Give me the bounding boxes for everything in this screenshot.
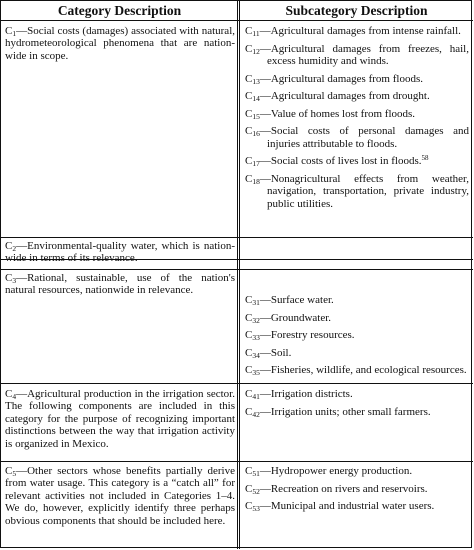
subcategory-c17 bbox=[245, 155, 469, 167]
code-subscript: 14 bbox=[252, 94, 260, 104]
category-text: —Agricultural production in the irrigation sector. The following components are included in this category for the purpose of recognizing important distinctions between the way that irrigation activity is organized in Mexico. bbox=[5, 388, 235, 450]
category-text: —Rational, sustainable, use of the nation's natural resources, nationwide in relevance. bbox=[5, 272, 235, 297]
category-code-subscript: 1 bbox=[12, 29, 17, 38]
subcategory-c51 bbox=[245, 465, 469, 477]
category-c1 bbox=[5, 25, 235, 62]
code-subscript: 35 bbox=[252, 368, 260, 378]
footnote-marker: 58 bbox=[421, 154, 429, 163]
row-divider bbox=[1, 461, 473, 462]
text: —Social costs of lives lost in floods. bbox=[259, 155, 422, 168]
row-divider bbox=[1, 20, 473, 21]
code: C bbox=[245, 72, 253, 85]
code-subscript: 16 bbox=[252, 129, 260, 139]
subcategory-list-c4 bbox=[245, 388, 469, 423]
category-text: —Environmental-quality water, which is nation-wide in terms of its relevance. bbox=[5, 240, 235, 265]
subcategory-c11 bbox=[245, 25, 469, 37]
code: C bbox=[245, 329, 253, 342]
code-subscript: 18 bbox=[252, 176, 260, 186]
code-subscript: 33 bbox=[252, 333, 260, 343]
text: —Irrigation districts. bbox=[259, 388, 353, 400]
subcategory-c42 bbox=[245, 406, 469, 418]
code: C bbox=[245, 465, 253, 477]
category-code: C bbox=[5, 240, 13, 252]
code-subscript: 32 bbox=[252, 315, 260, 325]
text: —Agricultural damages from floods. bbox=[259, 72, 423, 85]
subcategory-c18 bbox=[245, 173, 469, 210]
category-code-subscript: 4 bbox=[12, 392, 17, 401]
category-c5 bbox=[5, 465, 235, 527]
text: —Irrigation units; other small farmers. bbox=[259, 405, 431, 418]
text: —Recreation on rivers and reservoirs. bbox=[259, 482, 428, 495]
subcategory-c13 bbox=[245, 73, 469, 85]
text: —Forestry resources. bbox=[259, 329, 355, 342]
code-subscript: 31 bbox=[252, 298, 260, 307]
code-subscript: 52 bbox=[252, 486, 260, 496]
code: C bbox=[245, 311, 253, 324]
code: C bbox=[245, 388, 253, 400]
subcategory-c14 bbox=[245, 90, 469, 102]
code-subscript: 12 bbox=[252, 46, 260, 56]
code-subscript: 51 bbox=[252, 469, 260, 478]
text: —Agricultural damages from drought. bbox=[259, 90, 430, 103]
category-text: —Other sectors whose benefits partially derive from water usage. This category is a “catch all” for relevant activities not included in Categories 1–4. We do, however, explicitly identify three perhaps obvious components that should be included here. bbox=[5, 465, 235, 527]
code: C bbox=[245, 294, 253, 306]
header-category: Category Description bbox=[57, 3, 182, 18]
code-subscript: 53 bbox=[252, 504, 260, 514]
code-subscript: 11 bbox=[252, 29, 260, 38]
code: C bbox=[245, 42, 253, 55]
category-c3 bbox=[5, 272, 235, 297]
category-code: C bbox=[5, 272, 13, 284]
subcategory-list-c1 bbox=[245, 25, 469, 215]
text: —Agricultural damages from intense rainfall. bbox=[259, 25, 461, 37]
text: —Agricultural damages from freezes, hail, excess humidity and winds. bbox=[259, 42, 469, 67]
category-code-subscript: 3 bbox=[12, 276, 17, 285]
row-divider bbox=[1, 269, 473, 270]
category-c2 bbox=[5, 240, 235, 265]
category-text: —Social costs (damages) associated with natural, hydrometeorological phenomena that are nation-wide in scope. bbox=[5, 25, 235, 62]
category-code-subscript: 5 bbox=[12, 469, 17, 478]
code: C bbox=[245, 107, 253, 120]
code: C bbox=[245, 346, 253, 359]
subcategory-c12 bbox=[245, 43, 469, 68]
code-subscript: 42 bbox=[252, 409, 260, 419]
code-subscript: 17 bbox=[252, 159, 260, 169]
column-divider-left bbox=[237, 1, 238, 549]
text: —Nonagricultural effects from weather, navigation, transportation, private industry, public utilities. bbox=[259, 172, 469, 210]
category-code-subscript: 2 bbox=[12, 244, 17, 253]
code-subscript: 13 bbox=[252, 76, 260, 86]
text: —Social costs of personal damages and injuries attributable to floods. bbox=[259, 125, 469, 150]
code-subscript: 15 bbox=[252, 111, 260, 121]
row-divider bbox=[1, 237, 473, 238]
subcategory-c15 bbox=[245, 108, 469, 120]
subcategory-c34 bbox=[245, 347, 469, 359]
text: —Surface water. bbox=[259, 294, 334, 306]
text: —Municipal and industrial water users. bbox=[259, 500, 435, 513]
subcategory-c35 bbox=[245, 364, 469, 376]
subcategory-c52 bbox=[245, 483, 469, 495]
header-subcategory: Subcategory Description bbox=[285, 3, 428, 18]
code-subscript: 41 bbox=[252, 392, 260, 401]
code: C bbox=[245, 155, 253, 168]
code: C bbox=[245, 364, 253, 377]
text: —Fisheries, wildlife, and ecological resources. bbox=[259, 364, 467, 377]
text: —Groundwater. bbox=[259, 311, 332, 324]
text: —Soil. bbox=[259, 346, 292, 359]
code: C bbox=[245, 405, 253, 418]
subcategory-c32 bbox=[245, 312, 469, 324]
category-c4 bbox=[5, 388, 235, 450]
subcategory-list-c5 bbox=[245, 465, 469, 518]
code-subscript: 34 bbox=[252, 350, 260, 360]
code: C bbox=[245, 482, 253, 495]
category-code: C bbox=[5, 25, 13, 37]
subcategory-c41 bbox=[245, 388, 469, 400]
category-code: C bbox=[5, 388, 13, 400]
text: —Hydropower energy production. bbox=[259, 465, 413, 477]
column-divider-right bbox=[239, 1, 240, 549]
subcategory-list-c3 bbox=[245, 294, 469, 382]
code: C bbox=[245, 125, 253, 138]
subcategory-c16 bbox=[245, 125, 469, 150]
text: —Value of homes lost from floods. bbox=[259, 107, 416, 120]
code: C bbox=[245, 90, 253, 103]
code: C bbox=[245, 172, 253, 185]
code: C bbox=[245, 500, 253, 513]
subcategory-c33 bbox=[245, 329, 469, 341]
code: C bbox=[245, 25, 253, 37]
category-code: C bbox=[5, 465, 13, 477]
subcategory-c31 bbox=[245, 294, 469, 306]
row-divider bbox=[1, 383, 473, 384]
subcategory-c53 bbox=[245, 500, 469, 512]
